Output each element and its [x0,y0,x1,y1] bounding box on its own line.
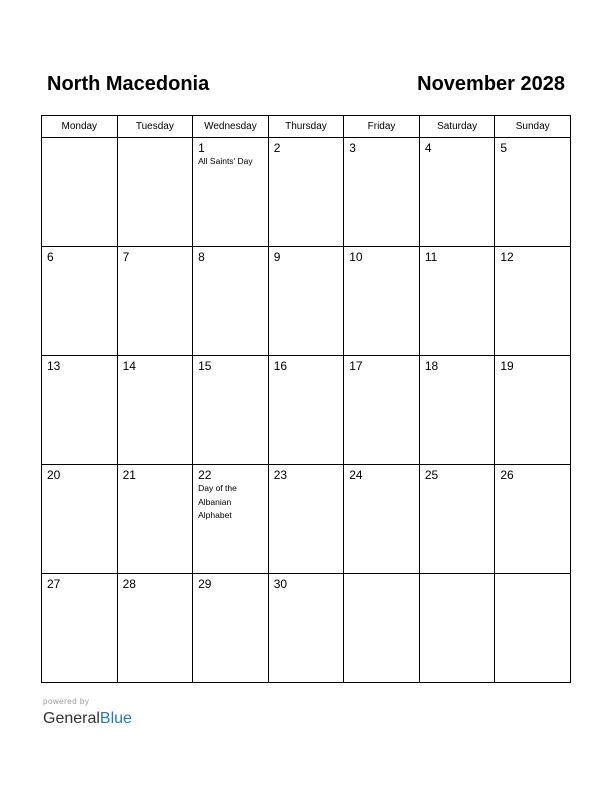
day-cell [419,356,495,465]
holiday-label: All Saints' Day [198,156,253,166]
day-cell [495,356,571,465]
weekday-header: Thursday [268,116,344,138]
day-cell [268,247,344,356]
day-cell [495,465,571,574]
day-cell [344,574,420,683]
weekday-header: Tuesday [117,116,193,138]
day-number: 13 [47,359,61,373]
day-cell [193,138,269,247]
day-cell [117,574,193,683]
day-number: 8 [198,250,205,264]
day-cell [42,247,118,356]
day-cell [268,465,344,574]
day-cell [344,247,420,356]
footer [43,697,132,729]
day-cell [193,574,269,683]
country-title: North Macedonia [47,73,210,95]
day-number: 21 [122,468,136,482]
day-cell [268,574,344,683]
day-cell [495,138,571,247]
calendar-grid [41,115,571,683]
day-number: 3 [349,141,356,155]
day-number: 30 [273,577,288,591]
day-cell [344,465,420,574]
day-cell [344,356,420,465]
day-cell [419,138,495,247]
day-cell [268,356,344,465]
day-cell [193,465,269,574]
weekday-header: Friday [344,116,420,138]
day-cell [344,138,420,247]
brand-part2: Blue [99,710,132,727]
day-cell [42,356,118,465]
day-number: 10 [349,250,363,264]
day-number: 24 [349,468,363,482]
day-number: 27 [47,577,61,591]
brand-part1: General [43,710,100,727]
day-number: 7 [122,250,130,264]
week-row [42,574,571,683]
weekday-header: Sunday [495,116,571,138]
day-number: 15 [198,359,212,373]
day-number: 25 [424,468,439,482]
day-number: 28 [122,577,136,591]
day-cell [495,247,571,356]
day-number: 17 [349,359,363,373]
day-number: 19 [500,359,514,373]
day-number: 14 [122,359,136,373]
day-cell [117,356,193,465]
day-number: 1 [198,141,205,155]
week-row [42,247,571,356]
day-number: 5 [500,141,508,155]
calendar-body [42,138,571,683]
weekday-header: Saturday [419,116,495,138]
day-number: 22 [198,468,212,482]
weekday-header: Wednesday [193,116,269,138]
day-number: 29 [198,577,212,591]
day-cell [117,247,193,356]
day-cell [495,574,571,683]
generalblue-logo [43,709,132,729]
powered-by-label: powered by [43,697,90,706]
day-cell [42,574,118,683]
day-number: 9 [273,250,281,264]
day-cell [42,138,118,247]
day-cell [117,465,193,574]
week-row [42,138,571,247]
day-number: 4 [424,141,432,155]
day-number: 12 [500,250,514,264]
day-cell [268,138,344,247]
holiday-label: Day of the Albanian Alphabet [198,483,237,520]
day-cell [193,356,269,465]
day-number: 16 [273,359,288,373]
day-cell [117,138,193,247]
day-cell [419,465,495,574]
day-cell [42,465,118,574]
day-number: 23 [273,468,288,482]
week-row [42,465,571,574]
month-year-title: November 2028 [417,73,565,95]
day-number: 11 [424,250,438,264]
weekday-header-row [42,116,571,138]
weekday-header: Monday [42,116,118,138]
day-cell [419,574,495,683]
day-number: 18 [424,359,439,373]
day-number: 6 [47,250,54,264]
day-cell [419,247,495,356]
day-number: 20 [47,468,61,482]
day-number: 26 [500,468,514,482]
week-row [42,356,571,465]
day-number: 2 [273,141,281,155]
day-cell [193,247,269,356]
